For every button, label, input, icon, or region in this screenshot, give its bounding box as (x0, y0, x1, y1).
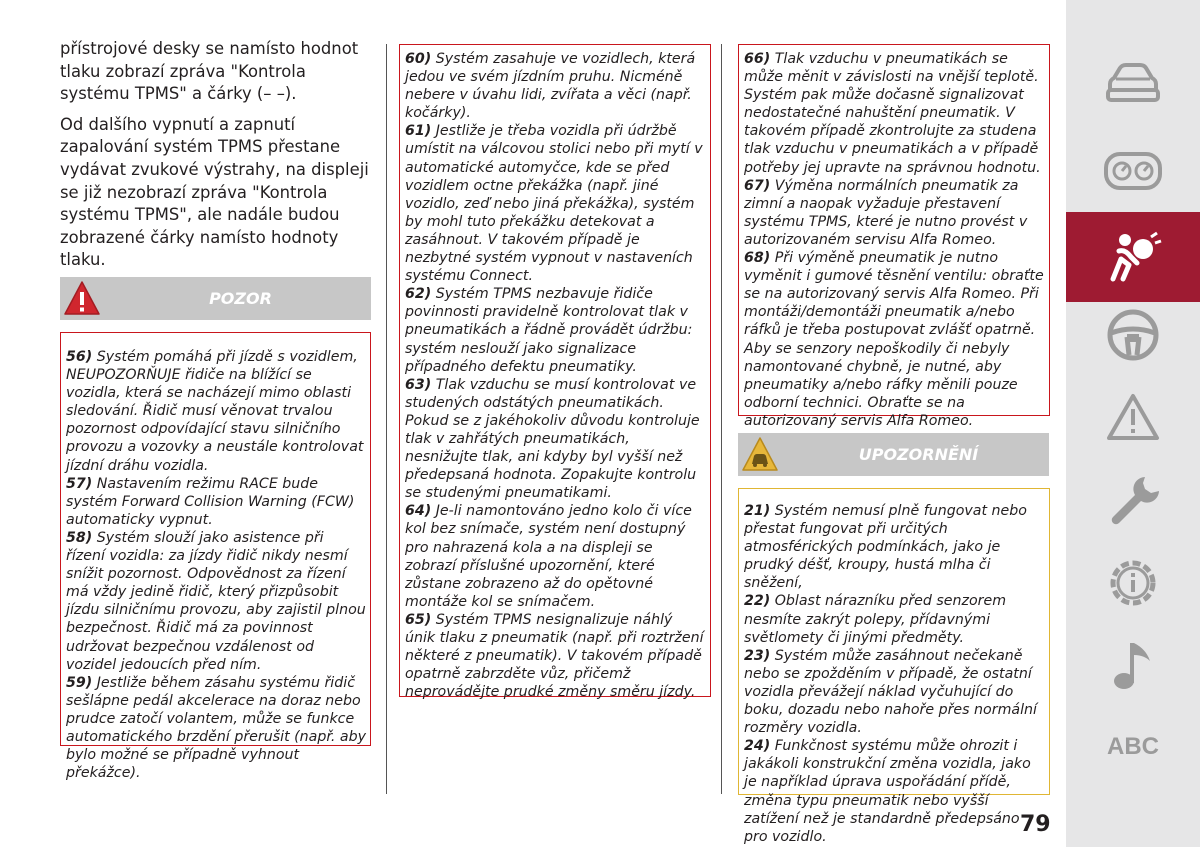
sidebar-item-dashboard[interactable] (1066, 126, 1200, 216)
sidebar-item-emergency[interactable] (1066, 372, 1200, 462)
note-text: Systém slouží jako asistence při řízení vozidla: za jízdy řidič nikdy nesmí snížit pozornost. Odpovědnost za řízení má vždy jedině řidič, který přizpůsobit jízdu silničnímu provozu, aby zajistil plnou bezpečnost. Řidič má za povinnost udržovat bezpečnou vzdálenost od vozidel jedoucích před ním. (66, 529, 366, 673)
dashboard-icon (1103, 149, 1163, 193)
note-item (744, 249, 1045, 430)
note-item (744, 50, 1045, 177)
note-text: Systém nemusí plně fungovat nebo přestat fungovat při určitých atmosférických podmínkách, jako je prudký déšť, kroupy, hustá mlha či sněžení, (744, 503, 1027, 592)
note-number: 68) (744, 250, 771, 267)
note-number: 64) (405, 503, 432, 520)
page-number: 79 (1020, 812, 1051, 837)
sidebar-item-technical-data[interactable] (1066, 538, 1200, 628)
chapter-sidebar (1066, 0, 1200, 847)
warning-box-56-59 (60, 332, 371, 782)
steering-wheel-icon (1105, 307, 1161, 363)
intro-text (60, 38, 378, 280)
note-text: Jestliže je třeba vozidla při údržbě umístit na válcovou stolici nebo při mytí v automatické automyčce, kde se před vozidlem octne překážka (např. jiné vozidlo, zeď nebo jiná překážka), systém by mohl tuto překážku detekovat a zasáhnout. V takovém případě je nezbytné systém vypnout v nastaveních systému Connect. (405, 123, 703, 285)
note-item (66, 475, 366, 529)
note-list (744, 494, 1045, 846)
note-text: Systém může zasáhnout nečekaně nebo se zpožděním v případě, že ostatní vozidla převážejí náklad vyčuhující do boku, dozadu nebo nahoře přes normální rozměry vozidla. (744, 647, 1037, 737)
upozorneni-banner (738, 433, 1049, 476)
note-number: 57) (66, 475, 93, 492)
note-number: 60) (405, 51, 432, 67)
column-divider (721, 44, 722, 794)
note-item (405, 502, 706, 611)
note-item (405, 611, 706, 701)
paragraph-1: přístrojové desky se namísto hodnot tlaku zobrazí zpráva "Kontrola systému TPMS" a čárky (– –). (60, 39, 359, 104)
upozorneni-title: UPOZORNĚNÍ (858, 445, 979, 464)
music-note-icon (1108, 637, 1158, 693)
note-number: 56) (66, 349, 93, 365)
note-number: 21) (744, 503, 771, 519)
note-list (744, 50, 1045, 430)
note-text: Systém pomáhá při jízdě s vozidlem, NEUPOZORŇUJE řidiče na blížící se vozidla, která se nacházejí mimo oblasti sledování. Řidič musí věnovat trvalou pozornost odpovídající stavu silničního provozu a vozovky a neustále kontrolovat jízdní dráhu vozidla. (66, 349, 364, 474)
note-item (66, 529, 366, 674)
note-number: 61) (405, 123, 432, 140)
note-text: Je-li namontováno jedno kolo či více kol bez snímače, systém není dostupný pro nahrazená kola a na displeji se zobrazí příslušné upozornění, které zůstane zobrazeno až do opětovné montáže kol se snímačem. (405, 503, 692, 610)
pozor-banner (60, 277, 371, 320)
paragraph-2: Od dalšího vypnutí a zapnutí zapalování systém TPMS přestane vydávat zvukové výstrahy, na displeji se již nezobrazí zpráva "Kontrola systému TPMS", ale nadále budou zobrazené čárky namísto hodnoty tlaku. (60, 114, 369, 270)
sidebar-item-maintenance[interactable] (1066, 456, 1200, 546)
note-item (405, 285, 706, 375)
note-item (744, 647, 1045, 737)
sidebar-item-index[interactable] (1066, 702, 1200, 792)
note-number: 59) (66, 674, 93, 691)
sidebar-item-driving[interactable] (1066, 290, 1200, 380)
note-item (405, 50, 706, 122)
note-text: Systém zasahuje ve vozidlech, která jedou ve svém jízdním pruhu. Nicméně nebere v úvahu lidi, zvířata a věci (např. kočárky). (405, 51, 696, 122)
note-text: Tlak vzduchu v pneumatikách se může měnit v závislosti na vnější teplotě. Systém pak může dočasně signalizovat nedostatečné nahuštění pneumatik. V takovém případě zkontrolujte za studena tlak vzduchu v pneumatikách a v případě potřeby jej upravte na správnou hodnotu. (744, 51, 1041, 176)
sidebar-item-safety[interactable] (1066, 212, 1200, 302)
note-item (744, 177, 1045, 249)
note-number: 67) (744, 177, 771, 194)
note-text: Tlak vzduchu se musí kontrolovat ve studených odstátých pneumatikách. Pokud se z jakéhokoliv důvodu kontroluje tlak v zahřátých pneumatikách, nesnižujte tlak, ani kdyby byl vyšší než předepsaná hodnota. Zopakujte kontrolu se studenými pneumatikami. (405, 376, 700, 502)
note-item (744, 592, 1045, 646)
note-text: Při výměně pneumatik je nutno vyměnit i gumové těsnění ventilu: obraťte se na autorizovaný servis Alfa Romeo. Při montáži/demontáži pneumatik a/nebo ráfků je třeba postupovat zvlášť opatrně. Aby se senzory nepoškodily či nebyly namontované chybně, je nutné, aby pneumatiky a/nebo ráfky měnili pouze odborní technici. Obraťte se na autorizovaný servis Alfa Romeo. (744, 250, 1044, 429)
car-icon (1102, 60, 1164, 110)
note-item (405, 122, 706, 285)
note-text: Oblast nárazníku před senzorem nesmíte zakrýt polepy, přídavnými světlomety či jinými předměty. (744, 593, 1007, 646)
pozor-title: POZOR (209, 289, 272, 308)
column-divider (386, 44, 387, 794)
note-number: 22) (744, 593, 771, 610)
note-text: Jestliže během zásahu systému řidič sešlápne pedál akcelerace na doraz nebo prudce zatočí volantem, může se funkce automatického brzdění přerušit (např. aby bylo možné se případně vyhnout překážce). (66, 674, 367, 782)
airbag-safety-icon (1103, 227, 1163, 287)
note-number: 62) (405, 286, 432, 303)
warning-box-66-68 (738, 44, 1050, 429)
note-number: 65) (405, 611, 432, 628)
note-number: 23) (744, 647, 771, 664)
note-number: 24) (744, 738, 771, 755)
note-text: Výměna normálních pneumatik za zimní a naopak vyžaduje přestavení systému TPMS, které je nutno provést v autorizovaném servisu Alfa Romeo. (744, 177, 1028, 248)
note-number: 58) (66, 529, 93, 546)
warning-box-60-65 (399, 44, 711, 701)
note-item (744, 502, 1045, 592)
note-list (405, 50, 706, 701)
note-text: Systém TPMS nesignalizuje náhlý únik tlaku z pneumatik (např. při roztržení některé z pneumatik). V takovém případě opatrně zabrzděte vůz, přičemž neprovádějte prudké změny směru jízdy. (405, 611, 704, 701)
sidebar-item-multimedia[interactable] (1066, 620, 1200, 710)
note-item (744, 737, 1045, 846)
wrench-icon (1103, 471, 1163, 531)
note-item (405, 376, 706, 503)
note-list (66, 338, 366, 782)
note-number: 63) (405, 376, 432, 393)
sidebar-item-vehicle[interactable] (1066, 40, 1200, 130)
note-item (66, 348, 366, 475)
note-number: 66) (744, 51, 771, 67)
warning-triangle-icon (1105, 392, 1161, 442)
abc-index-label: ABC (1107, 733, 1159, 760)
note-text: Nastavením režimu RACE bude systém Forward Collision Warning (FCW) automaticky vypnut. (66, 475, 355, 528)
note-text: Funkčnost systému může ohrozit i jakákoli konstrukční změna vozidla, jako je například úprava uspořádání přídě, změna typu pneumatik nebo vyšší zatížení než je standardně předepsáno pro vozidlo. (744, 738, 1031, 845)
info-gear-icon (1105, 555, 1161, 611)
note-item (66, 674, 366, 783)
note-text: Systém TPMS nezbavuje řidiče povinnosti pravidelně kontrolovat tlak v pneumatikách a řádně provádět údržbu: systém neslouží jako signalizace případného defektu pneumatiky. (405, 286, 693, 375)
